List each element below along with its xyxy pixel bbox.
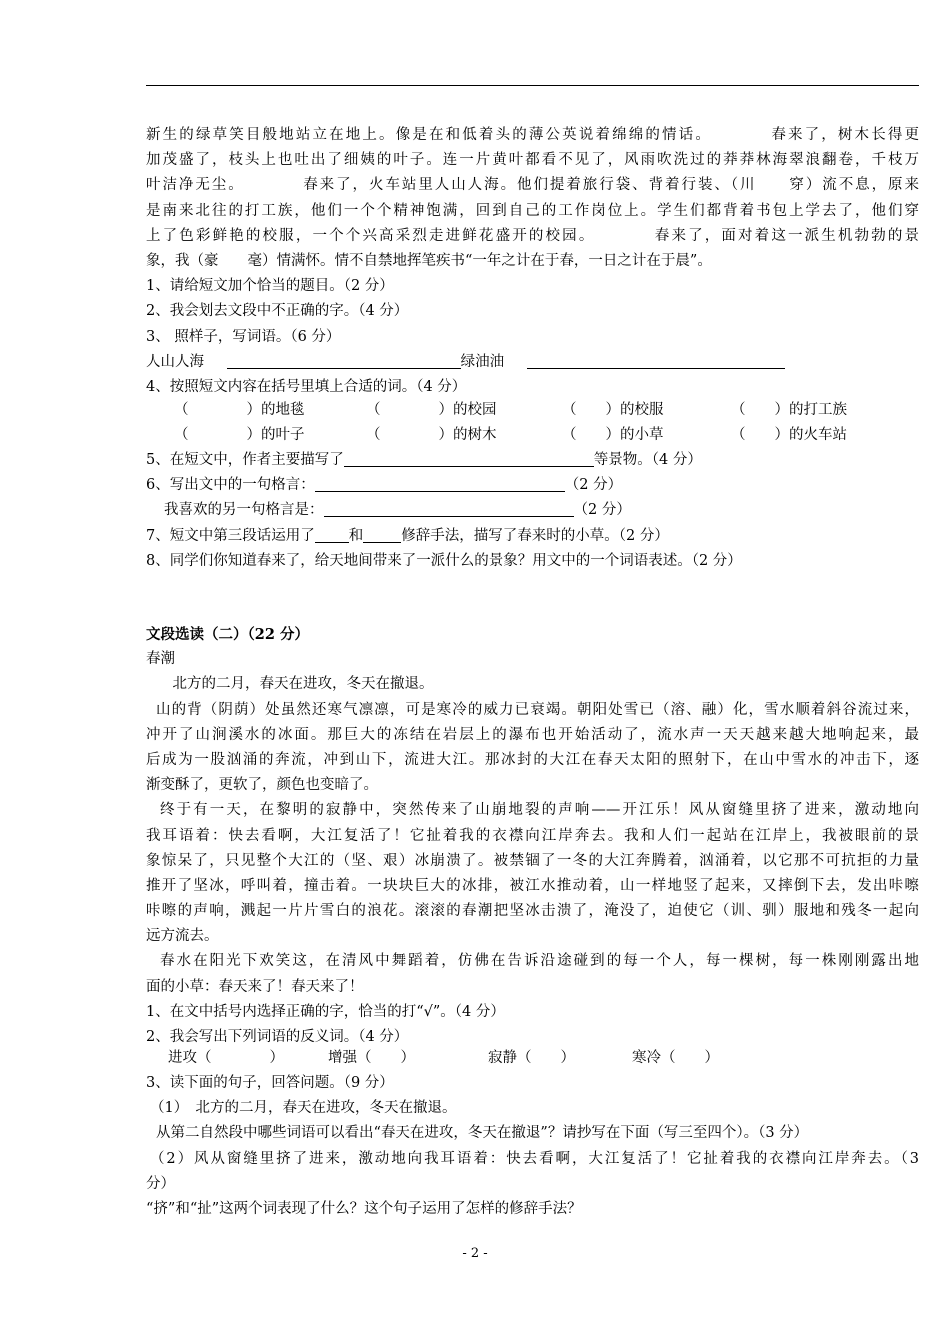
question-4: 4、按照短文内容在括号里填上合适的词。（4 分） xyxy=(146,378,467,395)
question-2: 2、我会划去文段中不正确的字。（4 分） xyxy=(146,303,409,320)
question-7-and: 和 xyxy=(348,527,364,544)
passage2-line: 远方流去。 xyxy=(146,928,219,945)
antonym-item[interactable]: 寒冷（ ） xyxy=(632,1050,719,1066)
passage2-line: 推开了坚冰，呼叫着，撞击着。一块块巨大的冰排，被江水推动着，山一样地竖了起来，又摔倒下去，发出咔嚓 xyxy=(146,877,919,894)
s2-question-2: 2、我会写出下列词语的反义词。（4 分） xyxy=(146,1029,409,1045)
passage1-line: 上了色彩鲜艳的校服，一个个兴高采烈走进鲜花盛开的校园。 春来了，面对着这一派生机勃勃的景 xyxy=(146,227,919,244)
example-word-2: 绿油油 xyxy=(460,353,505,370)
fill-item[interactable]: （ ）的地毯 xyxy=(174,402,305,418)
answer-blank[interactable] xyxy=(315,526,349,543)
fill-item[interactable]: （ ）的小草 xyxy=(562,427,664,443)
s2-question-3-2-ask: “挤”和“扯”这两个词表现了什么？这个句子运用了怎样的修辞手法？ xyxy=(146,1200,582,1217)
question-7 xyxy=(146,524,919,549)
answer-blank[interactable] xyxy=(227,352,461,369)
s2-question-1: 1、在文中括号内选择正确的字，恰当的打“√”。（4 分） xyxy=(146,1003,505,1020)
question-7-text: 7、短文中第三段话运用了 xyxy=(146,527,315,544)
passage2-line: 我耳语着：快去看啊，大江复活了！它扯着我的衣襟向江岸奔去。我和人们一起站在江岸上，我被眼前的景 xyxy=(146,827,919,844)
passage2-line: 咔嚓的声响，溅起一片片雪白的浪花。滚滚的春潮把坚冰击溃了，淹没了，迫使它（训、驯）服地和残冬一起向 xyxy=(146,903,919,920)
questions-5-8 xyxy=(146,448,919,574)
passage2-line: 冲开了山涧溪水的冰面。那巨大的冻结在岩层上的瀑布也开始活动了，流水声一天天越来越大地响起来，最 xyxy=(146,726,919,743)
answer-blank[interactable] xyxy=(324,500,574,517)
passage2-line: 北方的二月，春天在进攻，冬天在撤退。 xyxy=(158,676,434,693)
antonym-item[interactable]: 增强（ ） xyxy=(328,1050,415,1066)
antonym-row xyxy=(0,1046,950,1071)
header-rule xyxy=(146,85,919,86)
question-3: 3、 照样子，写词语。（6 分） xyxy=(146,328,341,345)
fill-item[interactable]: （ ）的校园 xyxy=(366,402,497,418)
answer-blank[interactable] xyxy=(527,352,785,369)
passage1-line: 象，我（豪 毫）情满怀。情不自禁地挥笔疾书“一年之计在于春，一日之计在于晨”。 xyxy=(146,252,712,269)
passage1 xyxy=(146,123,919,400)
fill-item[interactable]: （ ）的叶子 xyxy=(174,427,305,443)
fill-item[interactable]: （ ）的打工族 xyxy=(731,402,847,418)
section-heading: 文段选读（二）（22 分） xyxy=(146,626,309,643)
answer-blank[interactable] xyxy=(344,450,594,467)
fill-item[interactable]: （ ）的校服 xyxy=(562,402,664,418)
answer-blank[interactable] xyxy=(363,526,401,543)
passage1-line: 加茂盛了，枝头上也吐出了细姨的叶子。连一片黄叶都看不见了，风雨吹洗过的莽莽林海翠浪翻卷，千枝万 xyxy=(146,152,919,169)
section2 xyxy=(146,622,919,1050)
passage1-line: 新生的绿草笑目般地站立在地上。像是在和低着头的薄公英说着绵绵的情话。 春来了，树木长得更 xyxy=(146,127,919,143)
fill-item[interactable]: （ ）的树木 xyxy=(366,427,497,443)
passage2-line: 山的背（阴荫）处虽然还寒气凛凛，可是寒冷的威力已衰竭。朝阳处雪已（溶、融）化，雪水顺着斜谷流过来， xyxy=(156,701,919,718)
s2-question-3-1: （1） 北方的二月，春天在进攻，冬天在撤退。 xyxy=(150,1100,457,1117)
fill-grid xyxy=(0,398,950,448)
passage-title: 春潮 xyxy=(146,651,175,668)
question-1: 1、请给短文加个恰当的题目。（2 分） xyxy=(146,278,394,295)
example-row xyxy=(146,350,919,375)
passage1-line: 叶洁净无尘。 春来了，火车站里人山人海。他们提着旅行袋、背着行装、（川 穿）流不息，原来 xyxy=(146,177,919,194)
example-word-1: 人山人海 xyxy=(146,353,204,370)
page-number: - 2 - xyxy=(462,1246,488,1261)
s2-question-3-2: （2）风从窗缝里挤了进来，激动地向我耳语着：快去看啊，大江复活了！它扯着我的衣襟向江岸奔去。（3 xyxy=(150,1150,919,1167)
question-6b xyxy=(146,498,919,523)
passage2-line: 渐变酥了，更软了，颜色也变暗了。 xyxy=(146,777,378,794)
question-6-points: （2 分） xyxy=(564,477,623,494)
question-6-text: 6、写出文中的一句格言： xyxy=(146,477,315,494)
answer-blank[interactable] xyxy=(315,475,565,492)
passage2-line: 面的小草：春天来了！春天来了！ xyxy=(146,978,364,995)
s2-question-3-2-cont: 分） xyxy=(146,1175,175,1192)
question-6b-points: （2 分） xyxy=(573,502,631,519)
passage2-line: 终于有一天，在黎明的寂静中，突然传来了山崩地裂的声响——开江乐！风从窗缝里挤了进来，激动地向 xyxy=(160,802,919,819)
question-5 xyxy=(146,448,919,473)
antonym-item[interactable]: 进攻（ ） xyxy=(168,1050,284,1066)
s2-question-3: 3、读下面的句子，回答问题。（9 分） xyxy=(146,1075,394,1091)
s2-question-3-1-ask: 从第二自然段中哪些词语可以看出“春天在进攻，冬天在撤退”？请抄写在下面（写三至四个）。（3 分） xyxy=(156,1125,809,1142)
passage2-line: 春水在阳光下欢笑这，在清风中舞蹈着，仿佛在告诉沿途碰到的每一个人，每一棵树，每一株刚刚露出地 xyxy=(160,953,919,970)
antonym-item[interactable]: 寂静（ ） xyxy=(488,1050,575,1066)
passage1-line: 是南来北往的打工族，他们一个个精神饱满，回到自己的工作岗位上。学生们都背着书包上学去了，他们穿 xyxy=(146,202,919,219)
question-7-rest: 修辞手法，描写了春来时的小草。（2 分） xyxy=(401,527,669,544)
fill-item[interactable]: （ ）的火车站 xyxy=(731,427,847,443)
passage2-line: 后成为一股汹涌的奔流，冲到山下，流进大江。那冰封的大江在春天太阳的照射下，在山中雪水的冲击下，逐 xyxy=(146,751,919,768)
s2-question-3-block xyxy=(146,1071,919,1222)
passage2-line: 象惊呆了，只见整个大江的（坚、艰）冰崩溃了。被禁锢了一冬的大江奔腾着，汹涌着，以它那不可抗拒的力量 xyxy=(146,852,919,869)
question-8: 8、同学们你知道春来了，给天地间带来了一派什么的景象？用文中的一个词语表述。（2 分） xyxy=(146,552,742,569)
question-6 xyxy=(146,473,919,498)
question-5-points: 等景物。（4 分） xyxy=(593,452,702,468)
question-6b-text: 我喜欢的另一句格言是： xyxy=(164,502,324,519)
question-5-text: 5、在短文中，作者主要描写了 xyxy=(146,452,344,468)
